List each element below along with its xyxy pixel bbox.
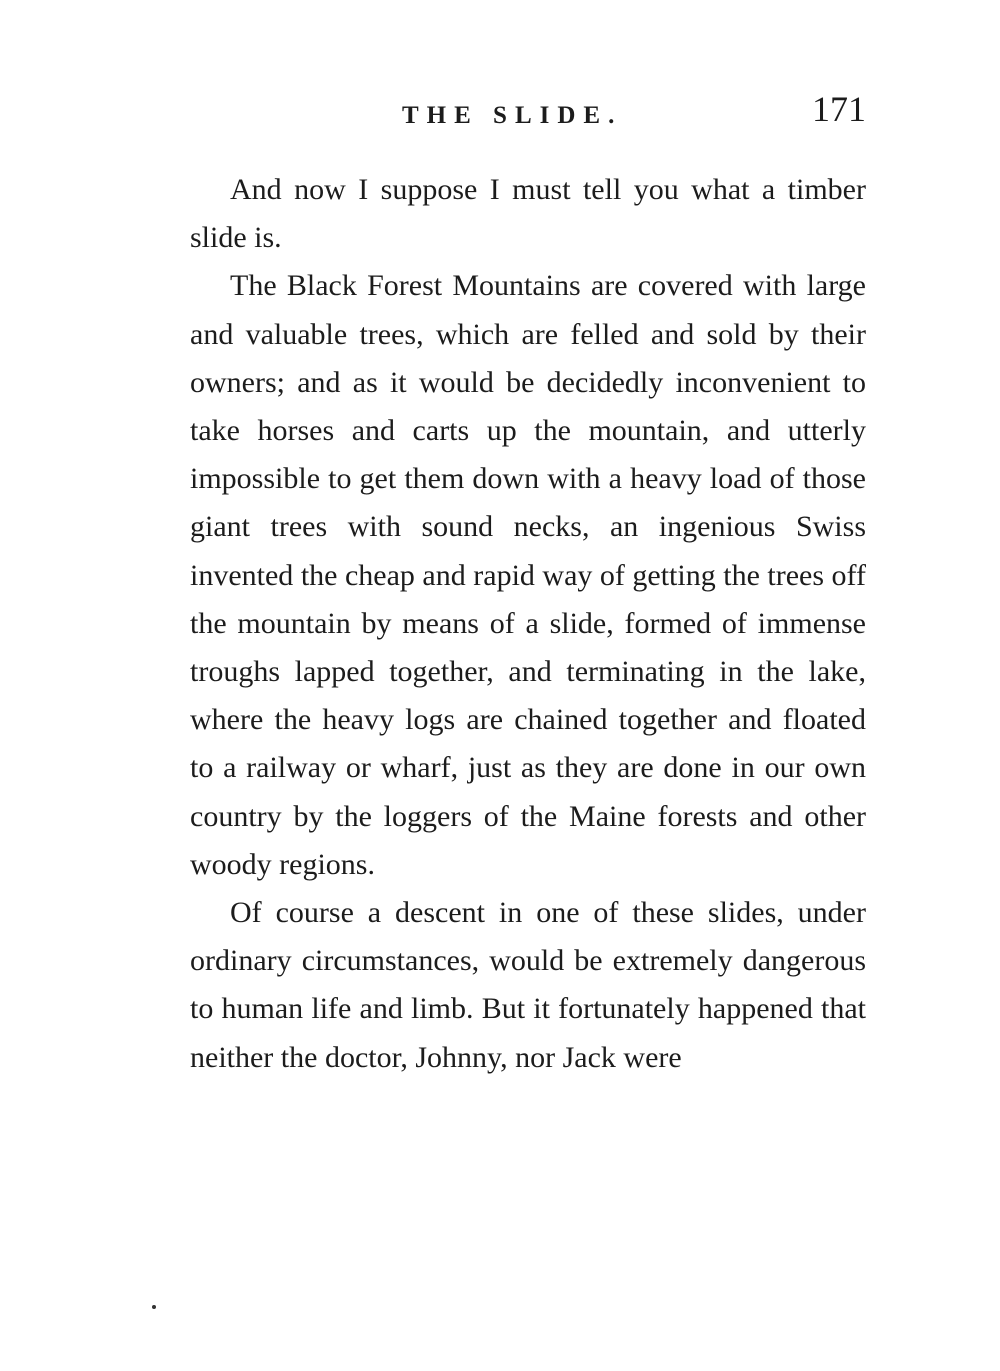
body-text (190, 166, 866, 1082)
paragraph-2: The Black Forest Mountains are covered with large and valuable trees, which are felled and sold by their owners; and as it would be decidedly inconvenient to take horses and carts up the mountain, and utterly impossible to get them down with a heavy load of those giant trees with sound necks, an ingenious Swiss invented the cheap and rapid way of getting the trees off the mountain by means of a slide, formed of immense troughs lapped together, and terminating in the lake, where the heavy logs are chained together and floated to a railway or wharf, just as they are done in our own country by the loggers of the Maine forests and other woody regions. (190, 269, 866, 881)
ink-speck (152, 1305, 156, 1309)
running-title: THE SLIDE. (402, 102, 623, 129)
page-number: 171 (812, 89, 866, 129)
page-header (190, 88, 866, 138)
paragraph-1: And now I suppose I must tell you what a timber slide is. (190, 173, 866, 255)
paragraph-3: Of course a descent in one of these slides, under ordinary circumstances, would be extremely dangerous to human life and limb. But it fortunately happened that neither the doctor, Johnny, nor Jack were (190, 896, 866, 1074)
